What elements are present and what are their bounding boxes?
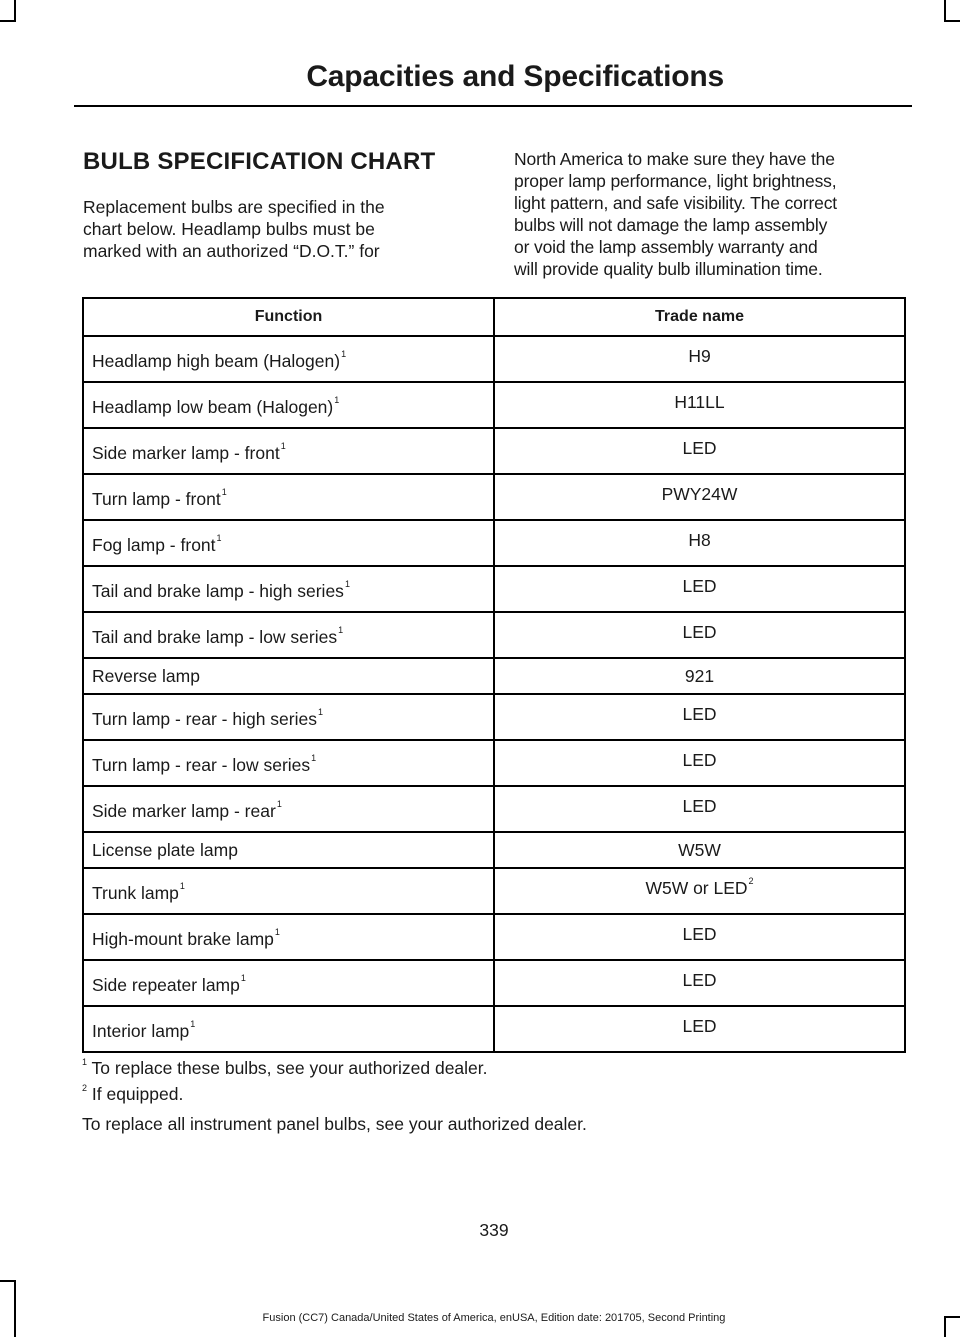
- function-text: Turn lamp - rear - high series: [92, 709, 317, 729]
- trade-name-text: W5W: [678, 839, 721, 860]
- footnote-reference: 1: [341, 349, 347, 359]
- table-row: [83, 382, 905, 428]
- trade-name-text: H11LL: [674, 392, 725, 412]
- cell-function: [83, 382, 494, 428]
- crop-mark: [944, 0, 946, 22]
- footnote-mark: 2: [82, 1083, 88, 1093]
- table-row: [83, 474, 905, 520]
- footnote-reference: 2: [748, 876, 754, 886]
- trade-name-text: H8: [688, 530, 711, 550]
- intro-line: Replacement bulbs are specified in the: [83, 197, 385, 217]
- cell-trade-name: [494, 520, 905, 566]
- cell-trade-name: [494, 428, 905, 474]
- cell-function: [83, 868, 494, 914]
- function-text: Headlamp high beam (Halogen): [92, 351, 341, 371]
- footnote-2: [82, 1084, 183, 1105]
- table-row: [83, 786, 905, 832]
- function-text: Reverse lamp: [92, 665, 200, 686]
- page-number: 339: [479, 1220, 509, 1240]
- footnote-reference: 1: [334, 395, 340, 405]
- table-row: [83, 960, 905, 1006]
- table-row: [83, 832, 905, 868]
- cell-trade-name: [494, 868, 905, 914]
- cell-function: [83, 612, 494, 658]
- cell-trade-name: [494, 832, 905, 868]
- function-text: High-mount brake lamp: [92, 929, 274, 949]
- function-text: Side marker lamp - front: [92, 443, 280, 463]
- table-row: [83, 428, 905, 474]
- cell-trade-name: [494, 566, 905, 612]
- footnote-1: [82, 1058, 488, 1079]
- function-text: Side marker lamp - rear: [92, 801, 276, 821]
- cell-trade-name: [494, 474, 905, 520]
- trade-name-text: W5W or LED: [645, 878, 748, 898]
- footnote-reference: 1: [216, 533, 222, 543]
- table-row: [83, 658, 905, 694]
- trade-name-text: LED: [682, 438, 717, 458]
- table-header-row: [83, 298, 905, 336]
- table-row: [83, 868, 905, 914]
- footnote-reference: 1: [338, 625, 344, 635]
- intro-line: marked with an authorized “D.O.T.” for: [83, 241, 380, 261]
- footnote-reference: 1: [240, 973, 246, 983]
- intro-text-right: [514, 148, 908, 280]
- footnote-reference: 1: [280, 441, 286, 451]
- function-text: License plate lamp: [92, 839, 238, 860]
- table-body: [83, 336, 905, 1052]
- crop-mark: [0, 20, 16, 22]
- cell-function: [83, 520, 494, 566]
- table-row: [83, 1006, 905, 1052]
- cell-function: [83, 566, 494, 612]
- function-text: Headlamp low beam (Halogen): [92, 397, 334, 417]
- function-text: Trunk lamp: [92, 883, 179, 903]
- cell-function: [83, 428, 494, 474]
- trade-name-text: LED: [682, 750, 717, 770]
- trade-name-text: LED: [682, 1016, 717, 1036]
- cell-function: [83, 914, 494, 960]
- footnote-reference: 1: [179, 881, 185, 891]
- cell-function: [83, 740, 494, 786]
- page-header-title: Capacities and Specifications: [306, 60, 724, 93]
- cell-trade-name: [494, 382, 905, 428]
- crop-mark: [14, 0, 16, 22]
- intro-line: light pattern, and safe visibility. The correct: [514, 193, 838, 213]
- cell-trade-name: [494, 740, 905, 786]
- table-row: [83, 740, 905, 786]
- intro-line: will provide quality bulb illumination time.: [514, 259, 823, 279]
- cell-trade-name: [494, 914, 905, 960]
- function-text: Interior lamp: [92, 1021, 190, 1041]
- cell-function: [83, 786, 494, 832]
- intro-line: proper lamp performance, light brightness,: [514, 171, 837, 191]
- function-text: Fog lamp - front: [92, 535, 216, 555]
- intro-line: or void the lamp assembly warranty and: [514, 237, 818, 257]
- footnote-text: To replace these bulbs, see your authorized dealer.: [87, 1058, 488, 1078]
- table-row: [83, 566, 905, 612]
- trade-name-text: 921: [684, 665, 715, 686]
- cell-trade-name: [494, 612, 905, 658]
- instrument-panel-note: To replace all instrument panel bulbs, see your authorized dealer.: [82, 1114, 587, 1134]
- footnote-reference: 1: [317, 707, 323, 717]
- trade-name-text: LED: [682, 924, 717, 944]
- intro-line: bulbs will not damage the lamp assembly: [514, 215, 828, 235]
- function-text: Side repeater lamp: [92, 975, 240, 995]
- table-row: [83, 520, 905, 566]
- header-divider: [74, 105, 912, 107]
- trade-name-text: LED: [682, 576, 717, 596]
- column-header-function: Function: [83, 298, 494, 336]
- footnote-reference: 1: [344, 579, 350, 589]
- intro-line: North America to make sure they have the: [514, 149, 835, 169]
- intro-line: chart below. Headlamp bulbs must be: [83, 219, 375, 239]
- cell-function: [83, 832, 494, 868]
- cell-function: [83, 474, 494, 520]
- crop-mark: [944, 20, 960, 22]
- cell-trade-name: [494, 960, 905, 1006]
- cell-function: [83, 658, 494, 694]
- trade-name-text: LED: [682, 704, 717, 724]
- cell-function: [83, 960, 494, 1006]
- cell-trade-name: [494, 1006, 905, 1052]
- cell-function: [83, 1006, 494, 1052]
- footnote-reference: 1: [274, 927, 280, 937]
- cell-trade-name: [494, 694, 905, 740]
- footnote-reference: 1: [311, 753, 317, 763]
- section-title: BULB SPECIFICATION CHART: [83, 148, 436, 175]
- column-header-trade-name: Trade name: [494, 298, 905, 336]
- trade-name-text: H9: [688, 346, 711, 366]
- trade-name-text: LED: [682, 622, 717, 642]
- cell-function: [83, 336, 494, 382]
- footnote-reference: 1: [221, 487, 227, 497]
- cell-trade-name: [494, 658, 905, 694]
- table-row: [83, 612, 905, 658]
- intro-text-left: [83, 196, 473, 262]
- trade-name-text: PWY24W: [661, 484, 738, 504]
- page-footer: Fusion (CC7) Canada/United States of America, enUSA, Edition date: 201705, Second Printing: [262, 1312, 726, 1324]
- table-row: [83, 694, 905, 740]
- cell-function: [83, 694, 494, 740]
- function-text: Turn lamp - front: [92, 489, 221, 509]
- crop-mark: [0, 1280, 16, 1282]
- footnote-reference: 1: [190, 1019, 196, 1029]
- footnote-reference: 1: [276, 799, 282, 809]
- function-text: Tail and brake lamp - low series: [92, 627, 338, 647]
- footnote-text: If equipped.: [87, 1084, 184, 1104]
- trade-name-text: LED: [682, 796, 717, 816]
- cell-trade-name: [494, 336, 905, 382]
- crop-mark: [14, 1280, 16, 1337]
- function-text: Tail and brake lamp - high series: [92, 581, 344, 601]
- table-row: [83, 914, 905, 960]
- bulb-specification-table: [82, 297, 906, 1053]
- table-row: [83, 336, 905, 382]
- function-text: Turn lamp - rear - low series: [92, 755, 311, 775]
- footnote-mark: 1: [82, 1057, 88, 1067]
- trade-name-text: LED: [682, 970, 717, 990]
- cell-trade-name: [494, 786, 905, 832]
